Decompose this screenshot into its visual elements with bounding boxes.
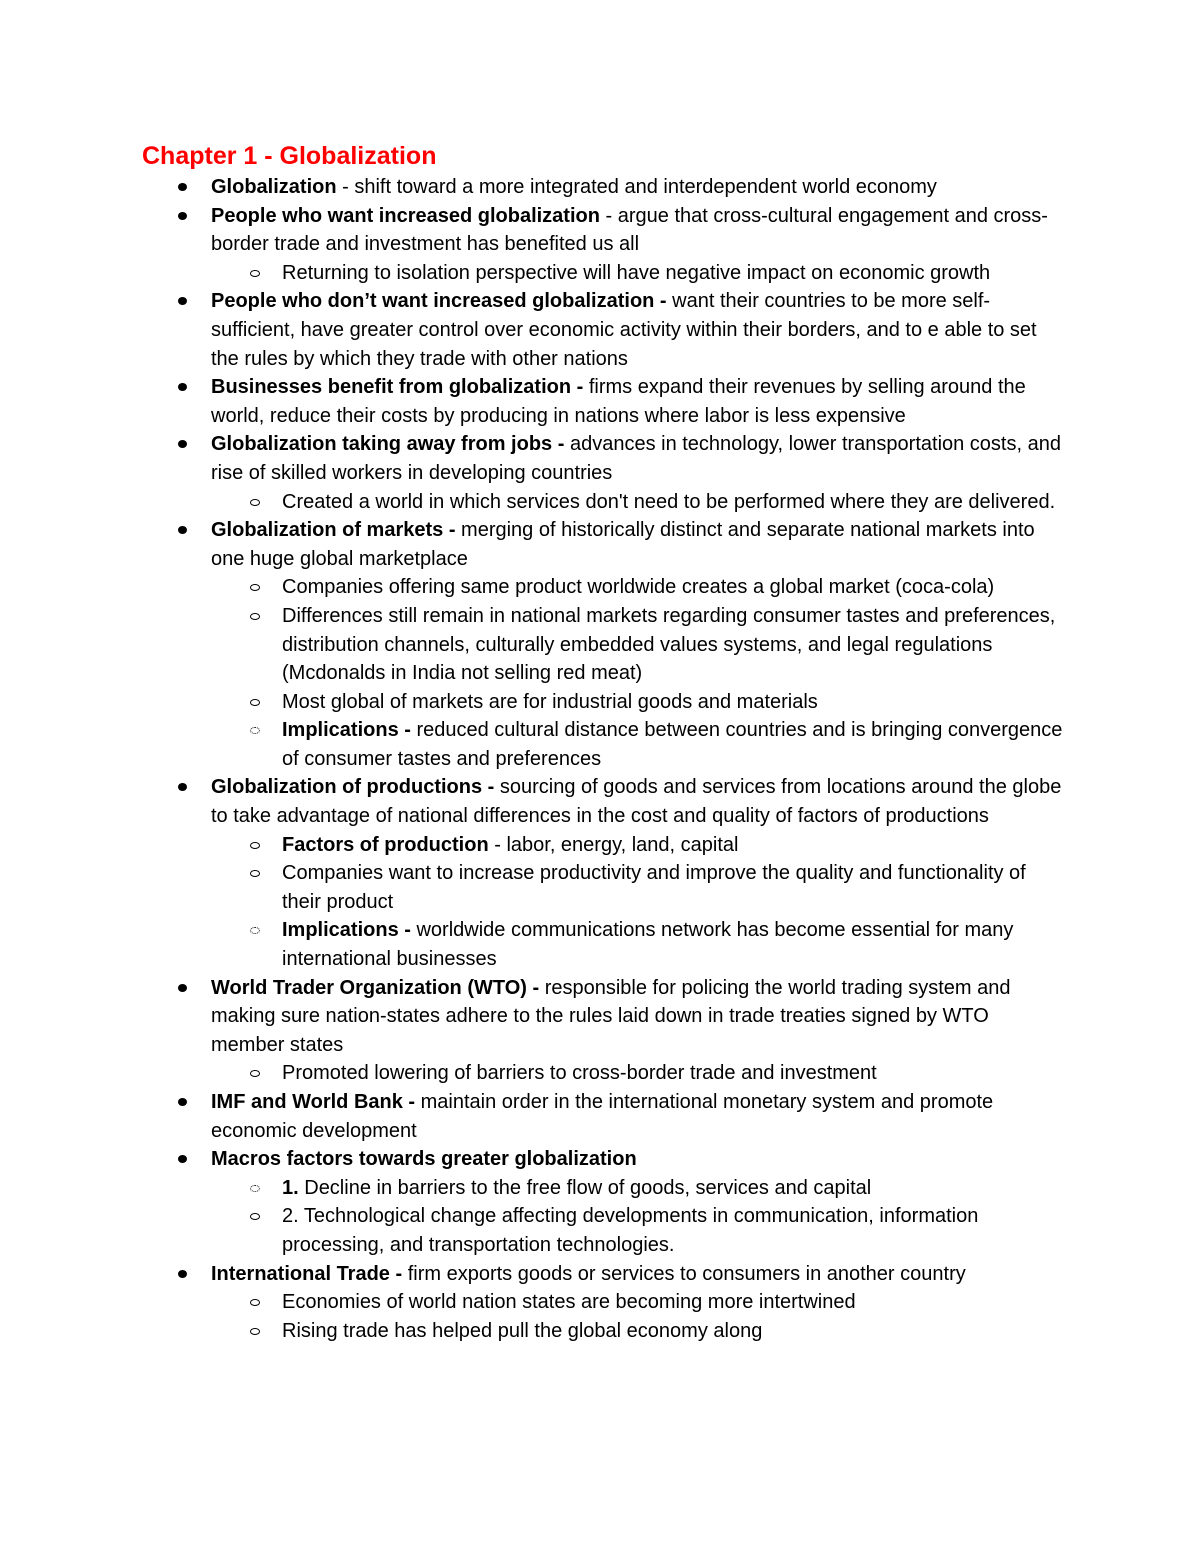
sub-list-item [0, 1174, 1066, 1203]
item-text [211, 974, 1066, 1060]
item-description: - argue that cross-cultural engagement and cross-border trade and investment has benefited us all [211, 204, 1048, 256]
item-text [282, 1174, 1066, 1203]
item-description: Rising trade has helped pull the global economy along [282, 1319, 763, 1342]
filled-bullet-icon [178, 1098, 187, 1106]
item-text [211, 373, 1066, 430]
item-text [282, 1288, 1066, 1317]
hollow-circle-bullet-icon [250, 613, 260, 620]
item-description: maintain order in the international monetary system and promote economic development [211, 1091, 994, 1142]
item-text [211, 516, 1066, 573]
item-text [282, 1202, 1066, 1259]
sub-list-item [0, 1202, 1066, 1259]
hollow-circle-bullet-icon [250, 1328, 260, 1335]
hollow-circle-bullet-icon [250, 699, 260, 706]
filled-bullet-icon [178, 526, 187, 534]
item-text [282, 1317, 1066, 1346]
sub-list-item [0, 259, 1066, 288]
sub-list-item [0, 573, 1066, 602]
hollow-circle-bullet-icon [250, 1213, 260, 1220]
filled-bullet-icon [178, 297, 187, 305]
sub-list-item [0, 831, 1066, 860]
hollow-circle-bullet-icon [250, 1299, 260, 1306]
filled-bullet-icon [178, 212, 187, 220]
item-term: World Trader Organization (WTO) - [211, 976, 540, 999]
dotted-circle-bullet-icon [250, 727, 260, 734]
list-item [0, 1145, 1066, 1174]
sub-list-item [0, 716, 1066, 773]
item-description: advances in technology, lower transportation costs, and rise of skilled workers in developing countries [211, 433, 1061, 484]
item-text [282, 1059, 1066, 1088]
item-term: IMF and World Bank - [211, 1091, 416, 1113]
filled-bullet-icon [178, 783, 187, 791]
sub-list-item [0, 602, 1066, 688]
item-description: Companies offering same product worldwide creates a global market (coca-cola) [282, 576, 995, 599]
item-term: Globalization of markets - [211, 519, 456, 542]
item-term: 1. [282, 1176, 299, 1199]
dotted-circle-bullet-icon [250, 927, 260, 934]
hollow-circle-bullet-icon [250, 499, 260, 506]
item-term: Implications - [282, 919, 411, 942]
item-term: People who don’t want increased globalization - [211, 290, 667, 313]
item-description: merging of historically distinct and separate national markets into one huge global marketplace [211, 519, 1035, 570]
item-term: Globalization [211, 176, 337, 198]
item-description: responsible for policing the world trading system and making sure nation-states adhere to the rules laid down in trade treaties signed by WTO member states [211, 976, 1011, 1056]
item-text [282, 488, 1066, 517]
item-text [211, 430, 1066, 487]
filled-bullet-icon [178, 183, 187, 191]
item-text [211, 1145, 1066, 1174]
item-term: Implications - [282, 719, 411, 742]
sub-list-item [0, 859, 1066, 916]
item-text [211, 202, 1066, 259]
list-item [0, 773, 1066, 830]
item-term: Globalization of productions - [211, 776, 495, 799]
sub-list-item [0, 1288, 1066, 1317]
item-description: worldwide communications network has become essential for many international businesses [282, 919, 1014, 971]
dotted-circle-bullet-icon [250, 1185, 260, 1192]
item-description: Returning to isolation perspective will have negative impact on economic growth [282, 261, 991, 284]
hollow-circle-bullet-icon [250, 584, 260, 591]
sub-list-item [0, 688, 1066, 717]
item-description: firm exports goods or services to consumers in another country [402, 1262, 966, 1285]
item-text [211, 287, 1066, 373]
item-text [282, 259, 1066, 288]
sub-list-item [0, 916, 1066, 973]
item-description: 2. Technological change affecting developments in communication, information processing, and transportation technologies. [282, 1205, 979, 1256]
item-description: Companies want to increase productivity and improve the quality and functionality of their product [282, 862, 1026, 913]
item-term: International Trade - [211, 1262, 403, 1285]
item-description: firms expand their revenues by selling around the world, reduce their costs by producing in nations where labor is less expensive [211, 376, 1026, 427]
list-item [0, 173, 1066, 202]
list-item [0, 430, 1066, 487]
bullet-list [0, 173, 1200, 1345]
item-text [282, 859, 1066, 916]
item-description: sourcing of goods and services from locations around the globe to take advantage of national differences in the cost and quality of factors of productions [211, 776, 1062, 828]
item-description: - labor, energy, land, capital [488, 833, 739, 856]
item-description: Decline in barriers to the free flow of goods, services and capital [298, 1176, 872, 1199]
sub-list-item [0, 488, 1066, 517]
filled-bullet-icon [178, 984, 187, 992]
item-text [282, 688, 1066, 717]
item-description: Promoted lowering of barriers to cross-border trade and investment [282, 1062, 877, 1085]
item-term: Factors of production [282, 833, 489, 856]
item-description: want their countries to be more self-sufficient, have greater control over economic activity within their borders, and to e able to set the rules by which they trade with other nations [211, 290, 1037, 370]
list-item [0, 373, 1066, 430]
item-description: Most global of markets are for industrial goods and materials [282, 690, 818, 713]
filled-bullet-icon [178, 440, 187, 448]
sub-list-item [0, 1059, 1066, 1088]
hollow-circle-bullet-icon [250, 1070, 260, 1077]
filled-bullet-icon [178, 1155, 187, 1163]
item-description: - shift toward a more integrated and interdependent world economy [336, 176, 937, 198]
item-description: Created a world in which services don't need to be performed where they are delivered. [282, 490, 1056, 513]
item-term: Globalization taking away from jobs - [211, 433, 565, 456]
item-text [282, 716, 1066, 773]
item-text [211, 1088, 1066, 1145]
item-text [282, 831, 1066, 860]
item-description: Economies of world nation states are becoming more intertwined [282, 1291, 856, 1314]
hollow-circle-bullet-icon [250, 842, 260, 849]
item-description: Differences still remain in national markets regarding consumer tastes and preferences, distribution channels, culturally embedded values systems, and legal regulations (Mcdonalds in India not selling red meat) [282, 604, 1056, 685]
item-term: Businesses benefit from globalization - [211, 376, 584, 399]
item-term: People who want increased globalization [211, 204, 600, 227]
hollow-circle-bullet-icon [250, 870, 260, 877]
item-text [211, 1260, 1066, 1289]
list-item [0, 202, 1066, 259]
list-item [0, 516, 1066, 573]
item-text [211, 773, 1066, 830]
sub-list-item [0, 1317, 1066, 1346]
filled-bullet-icon [178, 1270, 187, 1278]
list-item [0, 974, 1066, 1060]
hollow-circle-bullet-icon [250, 270, 260, 277]
list-item [0, 287, 1066, 373]
list-item [0, 1088, 1066, 1145]
item-term: Macros factors towards greater globalization [211, 1148, 637, 1171]
item-text [282, 573, 1066, 602]
chapter-title: Chapter 1 - Globalization [142, 142, 437, 170]
item-text [282, 602, 1066, 688]
list-item [0, 1260, 1066, 1289]
filled-bullet-icon [178, 383, 187, 391]
item-description: reduced cultural distance between countries and is bringing convergence of consumer tastes and preferences [282, 719, 1063, 770]
item-text [282, 916, 1066, 973]
item-text [211, 173, 1066, 202]
